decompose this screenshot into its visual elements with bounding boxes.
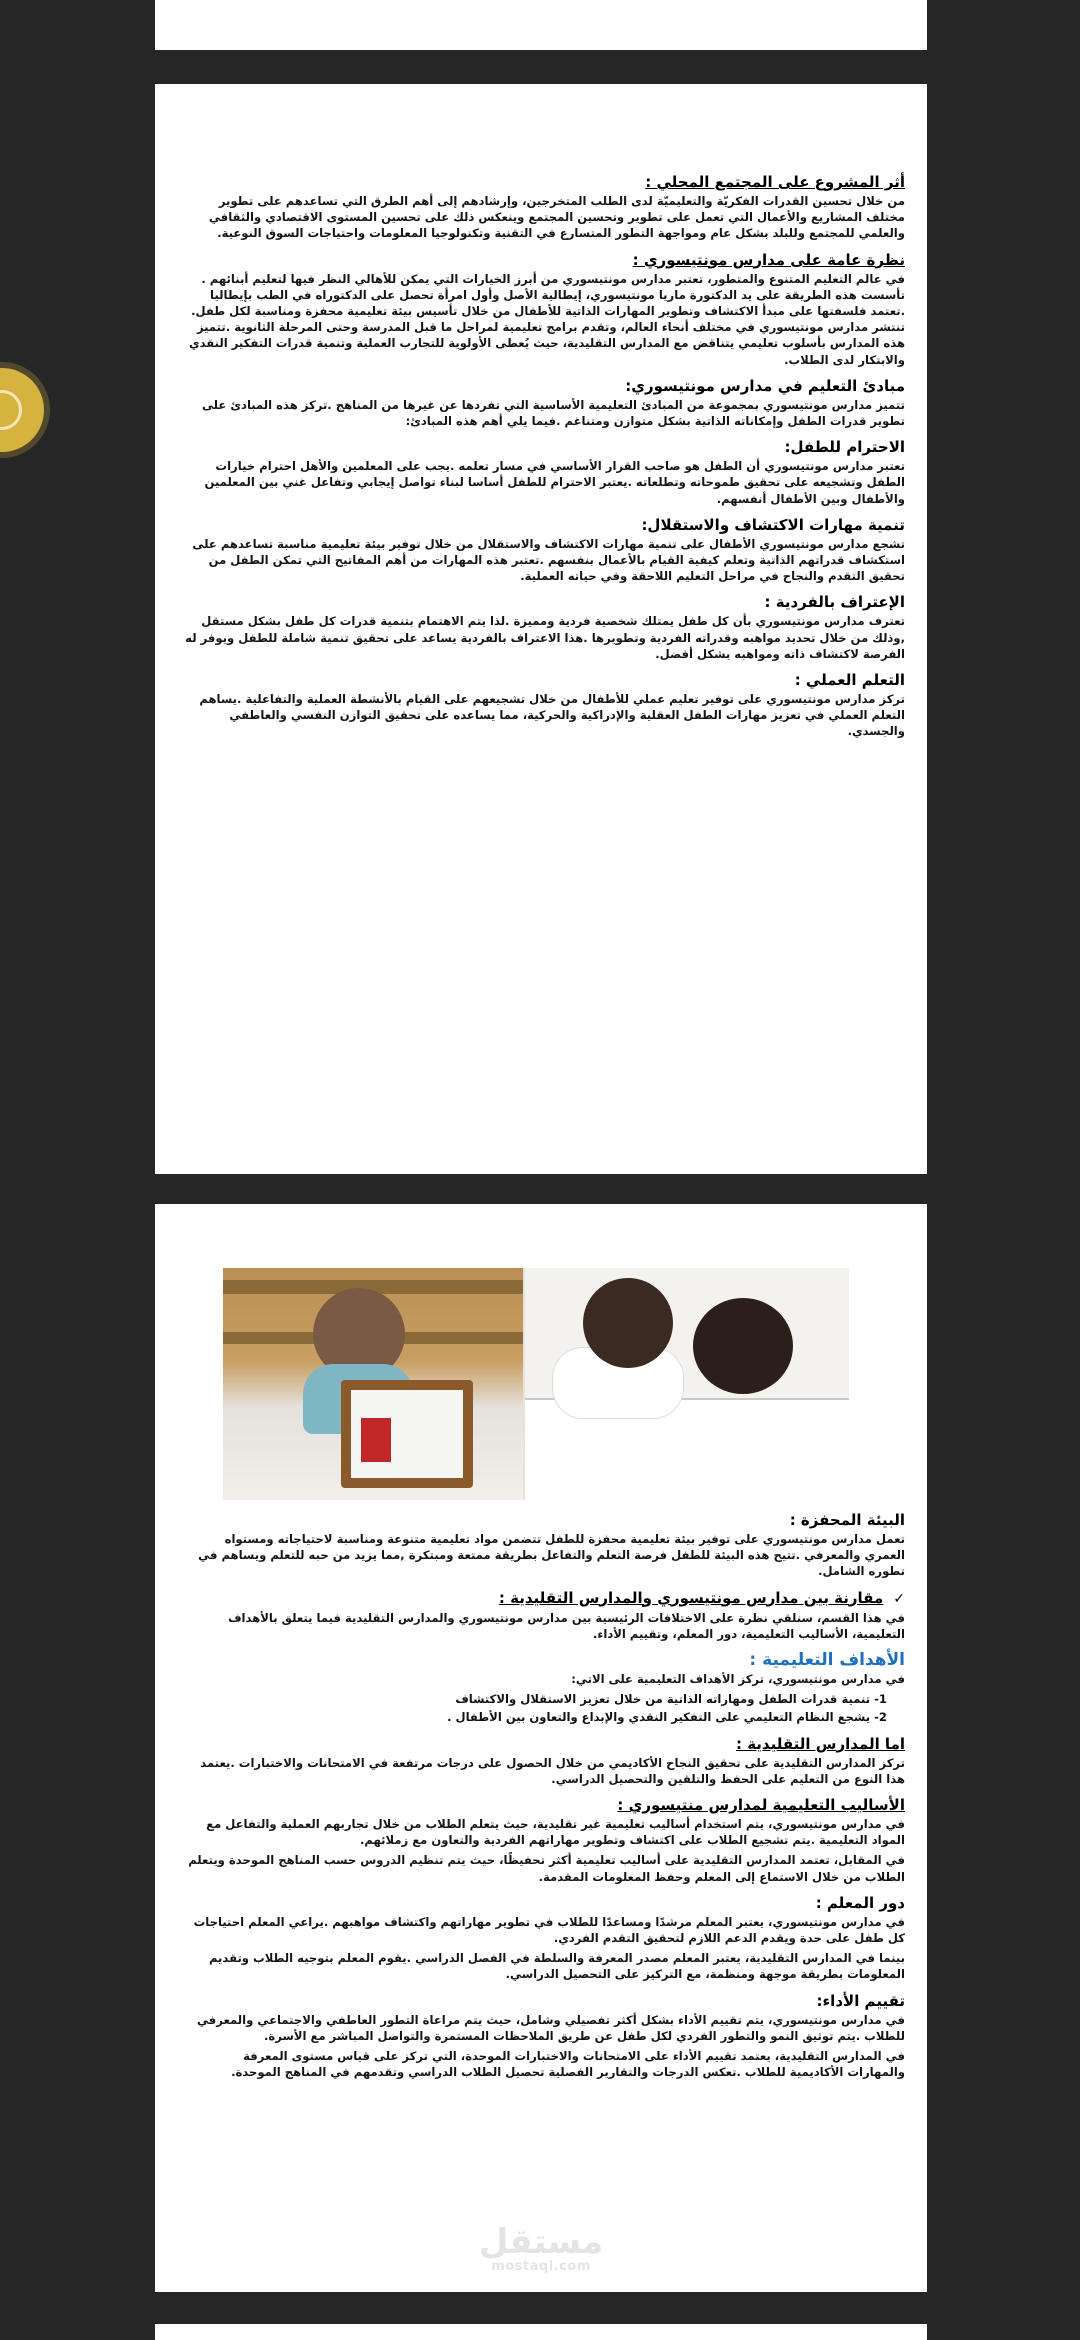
next-page-top xyxy=(155,2324,927,2340)
section-body-methods-1: في مدارس مونتيسوري، يتم استخدام أساليب تعليمية غير تقليدية، حيث يتعلم الطلاب من خلال تجاربهم العملية والتفاعل مع المواد التعليمية .يتم تشجيع الطلاب على اكتشاف وتطوير مهاراتهم الفردية والتعاون مع زملائهم. xyxy=(206,1817,905,1848)
goals-item: 2- يشجع النظام التعليمي على التفكير النقدي والإبداع والتعاون بين الأطفال . xyxy=(447,1710,887,1725)
section-heading-methods: الأساليب التعليمية لمدارس منتيسوري : xyxy=(617,1796,905,1815)
section-heading-discovery: تنمية مهارات الاكتشاف والاستقلال: xyxy=(641,515,905,534)
section-heading-teacher: دور المعلم : xyxy=(815,1893,905,1912)
section-body-respect: تعتبر مدارس مونتيسوري أن الطفل هو صاحب القرار الأساسي في مسار تعلمه .يجب على المعلمين والأهل احترام خيارات الطفل وتشجيعه على تحقيق طموحاته وتطلعاته .يعتبر الاحترام للطفل أساسا لبناء تواصل إيجابي وتفاعل غني بين المعلمين والأطفال وبين الأطفال أنفسهم. xyxy=(204,459,905,506)
watermark-arabic: مستقل xyxy=(478,2222,604,2262)
section-heading-goals: الأهداف التعليمية : xyxy=(749,1650,905,1671)
goals-item: 1- تنمية قدرات الطفل ومهاراته الذاتية من خلال تعزيز الاستقلال والاكتشاف xyxy=(455,1692,887,1707)
section-heading-practical: التعلم العملي : xyxy=(794,671,905,690)
section-body-methods-2: في المقابل، تعتمد المدارس التقليدية على أساليب تعليمية أكثر تحفيظًا، حيث يتم تنظيم الدروس حسب المناهج الموحدة ويتعلم الطلاب من خلال الاستماع إلى المعلم وحفظ المعلومات المقدمة. xyxy=(188,1853,905,1884)
section-heading-overview: نظرة عامة على مدارس مونتيسوري : xyxy=(632,250,905,269)
section-body-individuality: تعترف مدارس مونتيسوري بأن كل طفل يمتلك شخصية فردية ومميزة .لذا يتم الاهتمام بتنمية قدرات كل طفل بشكل مستقل ,وذلك من خلال تحديد مواهبه وقدراته الفردية وتطويرها .هذا الاعتراف بالفردية يساعد على تحقيق تنمية شاملة للطفل ويوفر له الفرصة لاكتشاف ذاته ومواهبه بشكل أفضل. xyxy=(185,614,905,661)
goals-intro: في مدارس مونتيسوري، تركز الأهداف التعليمية على الاتي: xyxy=(571,1672,905,1687)
section-body-practical: تركز مدارس مونتيسوري على توفير تعليم عملي للأطفال من خلال تشجيعهم على القيام بالأنشطة العملية والتفاعلية .يساهم التعلم العملي في تعزيز مهارات الطفل العقلية والإدراكية والحركية، مما يساعده على تحقيق التوازن النفسي والعاطفي والجسدي. xyxy=(199,692,905,739)
section-heading-environment: البيئة المحفزة : xyxy=(789,1511,905,1529)
section-heading-traditional: اما المدارس التقليدية : xyxy=(735,1734,905,1753)
section-body-evaluation-1: في مدارس مونتيسوري، يتم تقييم الأداء بشكل أكثر تفصيلي وشامل، حيث يتم مراعاة التطور العاطفي والاجتماعي والمعرفي للطلاب .يتم توثيق النمو والتطور الفردي لكل طفل عن طريق الملاحظات المستمرة والتواصل المباشر مع الأسرة. xyxy=(196,2012,905,2043)
section-heading-principles: مبادئ التعليم في مدارس مونتيسوري: xyxy=(625,376,905,395)
document-page-2 xyxy=(155,84,927,1174)
section-body-overview: في عالم التعليم المتنوع والمتطور، تعتبر مدارس مونتيسوري من أبرز الخيارات التي يمكن للأهالي النظر فيها لتعليم أبنائهم . تأسست هذه الطريقة على يد الدكتورة ماريا مونتيسوري، إيطالية الأصل وأول امرأة تحصل على الدكتوراه في الطب بإيطاليا .تعتمد فلسفتها على مبدأ الاكتشاف وتطوير المهارات الذاتية للأطفال من خلال تأسيس بيئة تعليمية محفزة ومناسبة لكل طفل. تنتشر مدارس مونتيسوري في مختلف أنحاء العالم، وتقدم برامج تعليمية لمراحل ما قبل المدرسة وحتى المرحلة الثانوية .تتميز هذه المدارس بأسلوب تعليمي يتناقض مع المدارس التقليدية، حيث يُعطى الأولوية للتجارب العملية وتنمية قدرات التفكير النقدي والابتكار لدى الطلاب. xyxy=(188,271,905,367)
floating-circle-button[interactable] xyxy=(0,368,44,452)
section-body-discovery: تشجع مدارس مونتيسوري الأطفال على تنمية مهارات الاكتشاف والاستقلال من خلال توفير بيئة تعليمية مناسبة تساعدهم على استكشاف قدراتهم الذاتية وتعلم كيفية القيام بالأعمال بنفسهم .تعتبر هذه المهارات من أهم المفاتيح التي تمكن الطفل من تحقيق التقدم والنجاح في مراحل التعليم اللاحقة وفي حياته العملية. xyxy=(192,536,905,584)
section-body-traditional: تركز المدارس التقليدية على تحقيق النجاح الأكاديمي من خلال الحصول على درجات مرتفعة في الامتحانات والاختبارات .يعتمد هذا النوع من التعليم على الحفظ والتلقين والتحصيل الدراسي. xyxy=(200,1755,905,1786)
montessori-children-photo xyxy=(223,1268,849,1500)
section-body-environment: تعمل مدارس مونتيسوري على توفير بيئة تعليمية محفزة للطفل تتضمن مواد تعليمية متنوعة ومناسبة لاحتياجاته ومستواه العمري والمعرفي .تتيح هذه البيئة للطفل فرصة التعلم والتفاعل بطريقة ممتعة ومبتكرة ,مما يزيد من حبه للتعلم ويساهم في تطوره الشامل. xyxy=(198,1532,905,1579)
section-body-teacher-1: في مدارس مونتيسوري، يعتبر المعلم مرشدًا ومساعدًا للطلاب في تطوير مهاراتهم واكتشاف مواهبهم .يراعي المعلم احتياجات كل طفل على حدة ويقدم الدعم اللازم لتحقيق التقدم الفردي. xyxy=(193,1914,905,1946)
document-page-3 xyxy=(155,1204,927,2292)
previous-page-bottom xyxy=(155,0,927,50)
section-body-teacher-2: بينما في المدارس التقليدية، يعتبر المعلم مصدر المعرفة والسلطة في الفصل الدراسي .يقوم المعلم بتوجيه الطلاب وتقديم المعلومات بطريقة موجهة ومنظمة، مع التركيز على التحصيل الدراسي. xyxy=(208,1951,905,1982)
watermark-latin: mostaql.com xyxy=(491,2259,591,2274)
mostaql-watermark xyxy=(155,2224,927,2274)
section-body-evaluation-2: في المدارس التقليدية، يعتمد تقييم الأداء على الامتحانات والاختبارات الموحدة، التي تركز على قياس مستوى المعرفة والمهارات الأكاديمية للطلاب .تعكس الدرجات والتقارير الفصلية تحصيل الطلاب الدراسي وتقدمهم في المناهج الموحدة. xyxy=(231,2049,905,2080)
section-heading-impact: أثر المشروع على المجتمع المحلي : xyxy=(645,173,905,191)
section-heading-individuality: الإعتراف بالفردية : xyxy=(764,593,905,612)
page-3-content xyxy=(155,1510,927,2088)
section-heading-respect: الاحترام للطفل: xyxy=(784,438,905,457)
page-2-content xyxy=(155,172,927,748)
section-body-impact: من خلال تحسين القدرات الفكريّة والتعليميّة لدى الطلب المتخرجين، وإرشادهم إلى أهم الطرق التي تساعدهم على تطوير مختلف المشاريع والأعمال التي تعمل على تطوير وتحسين المجتمع وينعكس ذلك على تحسين المستوى الاقتصادي والثقافي والعلمي للمجتمع وللبلد بشكل عام ومواجهة التطور المتسارع في التقنية وتكنولوجيا المعلومات واحتياجات السوق النوعية. xyxy=(208,194,905,241)
section-body-principles: تتميز مدارس مونتيسوري بمجموعة من المبادئ التعليمية الأساسية التي تفردها عن غيرها من المناهج .تركز هذه المبادئ على تطوير قدرات الطفل وإمكاناته الذاتية بشكل متوازن ومتناغم .فيما يلي أهم هذه المبادئ: xyxy=(201,397,905,429)
section-heading-evaluation: تقييم الأداء: xyxy=(816,1991,905,2010)
circle-icon xyxy=(0,390,22,430)
section-body-comparison: في هذا القسم، سنلقي نظرة على الاختلافات الرئيسية بين مدارس مونتيسوري والمدارس التقليدية فيما يتعلق بالأهداف التعليمية، الأساليب التعليمية، دور المعلم، وتقييم الأداء. xyxy=(228,1610,905,1641)
section-heading-comparison: ✓ مقارنة بين مدارس مونتيسوري والمدارس التقليدية : xyxy=(185,1588,905,1609)
